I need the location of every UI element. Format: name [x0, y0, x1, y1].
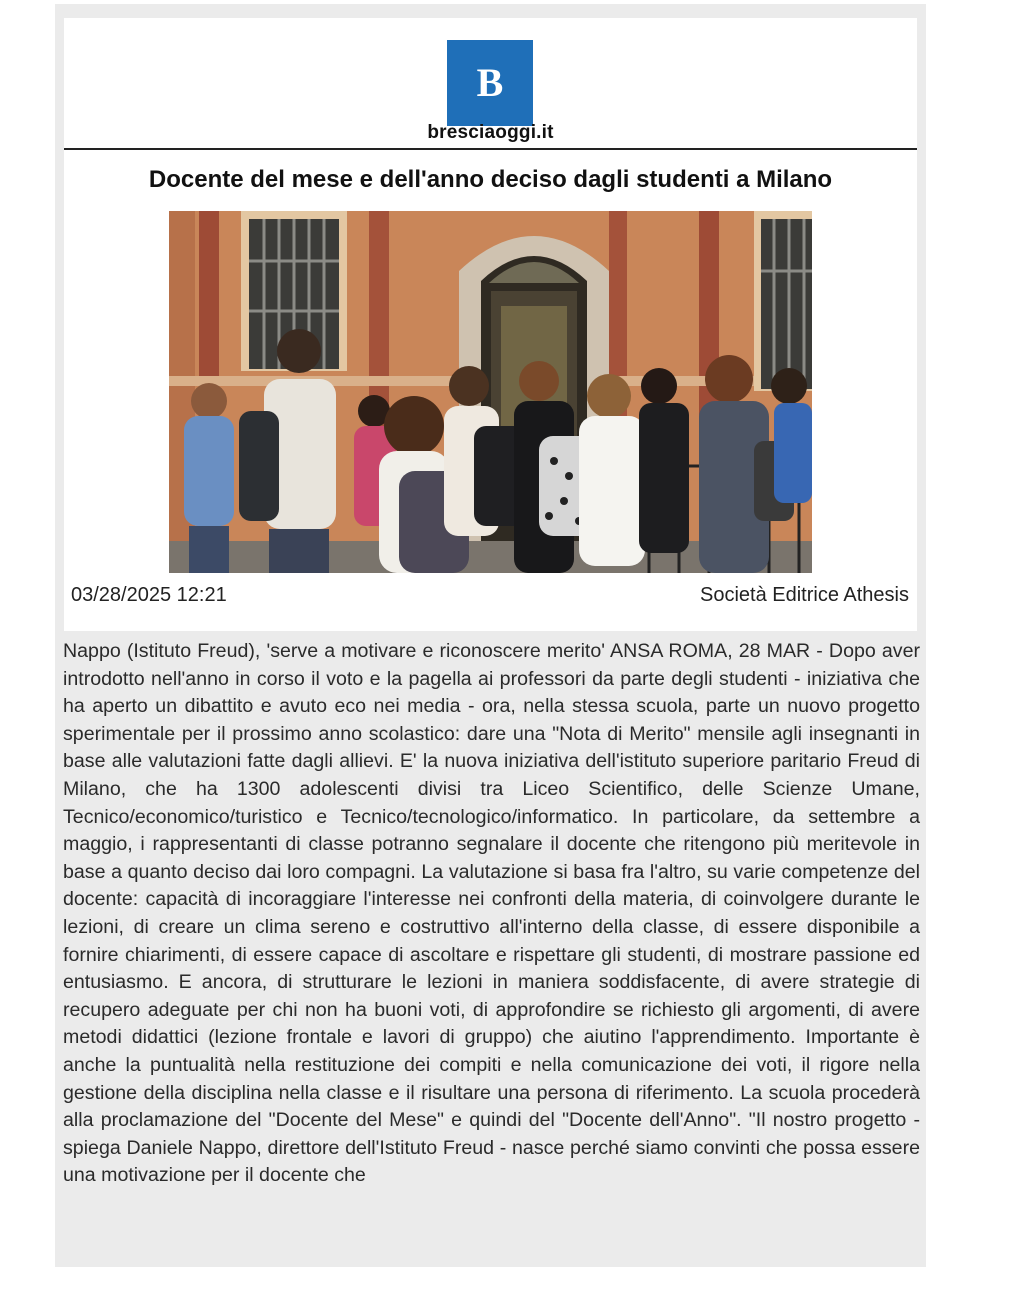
masthead — [64, 18, 917, 152]
article-title: Docente del mese e dell'anno deciso dagli studenti a Milano — [148, 166, 833, 193]
article-sheet — [55, 4, 926, 1267]
masthead-divider — [64, 148, 917, 150]
article-photo — [169, 211, 812, 573]
students-in-front-of-school-photo-icon — [169, 211, 812, 573]
article-body: Nappo (Istituto Freud), 'serve a motivare e riconoscere merito' ANSA ROMA, 28 MAR - Dopo aver introdotto nell'anno in corso il voto e la pagella ai professori da parte degli studenti - iniziativa che ha aperto un dibattito e avuto eco nei media - ora, nella stessa scuola, parte un nuovo progetto sperimentale per il prossimo anno scolastico: dare una "Nota di Merito" mensile agli insegnanti in base alle valutazioni fatte dagli allievi. E' la nuova iniziativa dell'istituto superiore paritario Freud di Milano, che ha 1300 adolescenti divisi tra Liceo Scientifico, delle Scienze Umane, Tecnico/economico/turistico e Tecnico/tecnologico/informatico. In particolare, da settembre a maggio, i rappresentanti di classe potranno segnalare il docente che ritengono più meritevole in base a quanto deciso dai loro compagni. La valutazione si basa fra l'altro, su varie competenze del docente: capacità di incoraggiare l'interesse nei confronti della materia, di coinvolgere durante le lezioni, di creare un clima sereno e costruttivo all'interno della classe, di essere disponibile a fornire chiarimenti, di essere capace di ascoltare e rispettare gli studenti, di mostrare passione ed entusiasmo. E ancora, di strutturare le lezioni in maniera soddisfacente, di avere strategie di recupero adeguate per chi non ha buoni voti, di approfondire se richiesto gli argomenti, di avere metodi didattici (lezione frontale e lavori di gruppo) che aiutino l'apprendimento. Importante è anche la puntualità nella restituzione dei compiti e nella comunicazione dei voti, il rigore nella gestione della disciplina nella classe e il risultare una persona di riferimento. La scuola procederà alla proclamazione del "Docente del Mese" e quindi del "Docente dell'Anno". "Il nostro progetto - spiega Daniele Nappo, direttore dell'Istituto Freud - nasce perché siamo convinti che possa essere una motivazione per il docente che — [63, 640, 920, 1187]
site-name[interactable]: bresciaoggi.it — [427, 122, 554, 143]
article-header-card — [64, 18, 917, 631]
article-date: 03/28/2025 12:21 — [71, 584, 227, 606]
brand-logo-icon[interactable]: B — [447, 40, 533, 126]
article-publisher: Società Editrice Athesis — [700, 584, 909, 606]
